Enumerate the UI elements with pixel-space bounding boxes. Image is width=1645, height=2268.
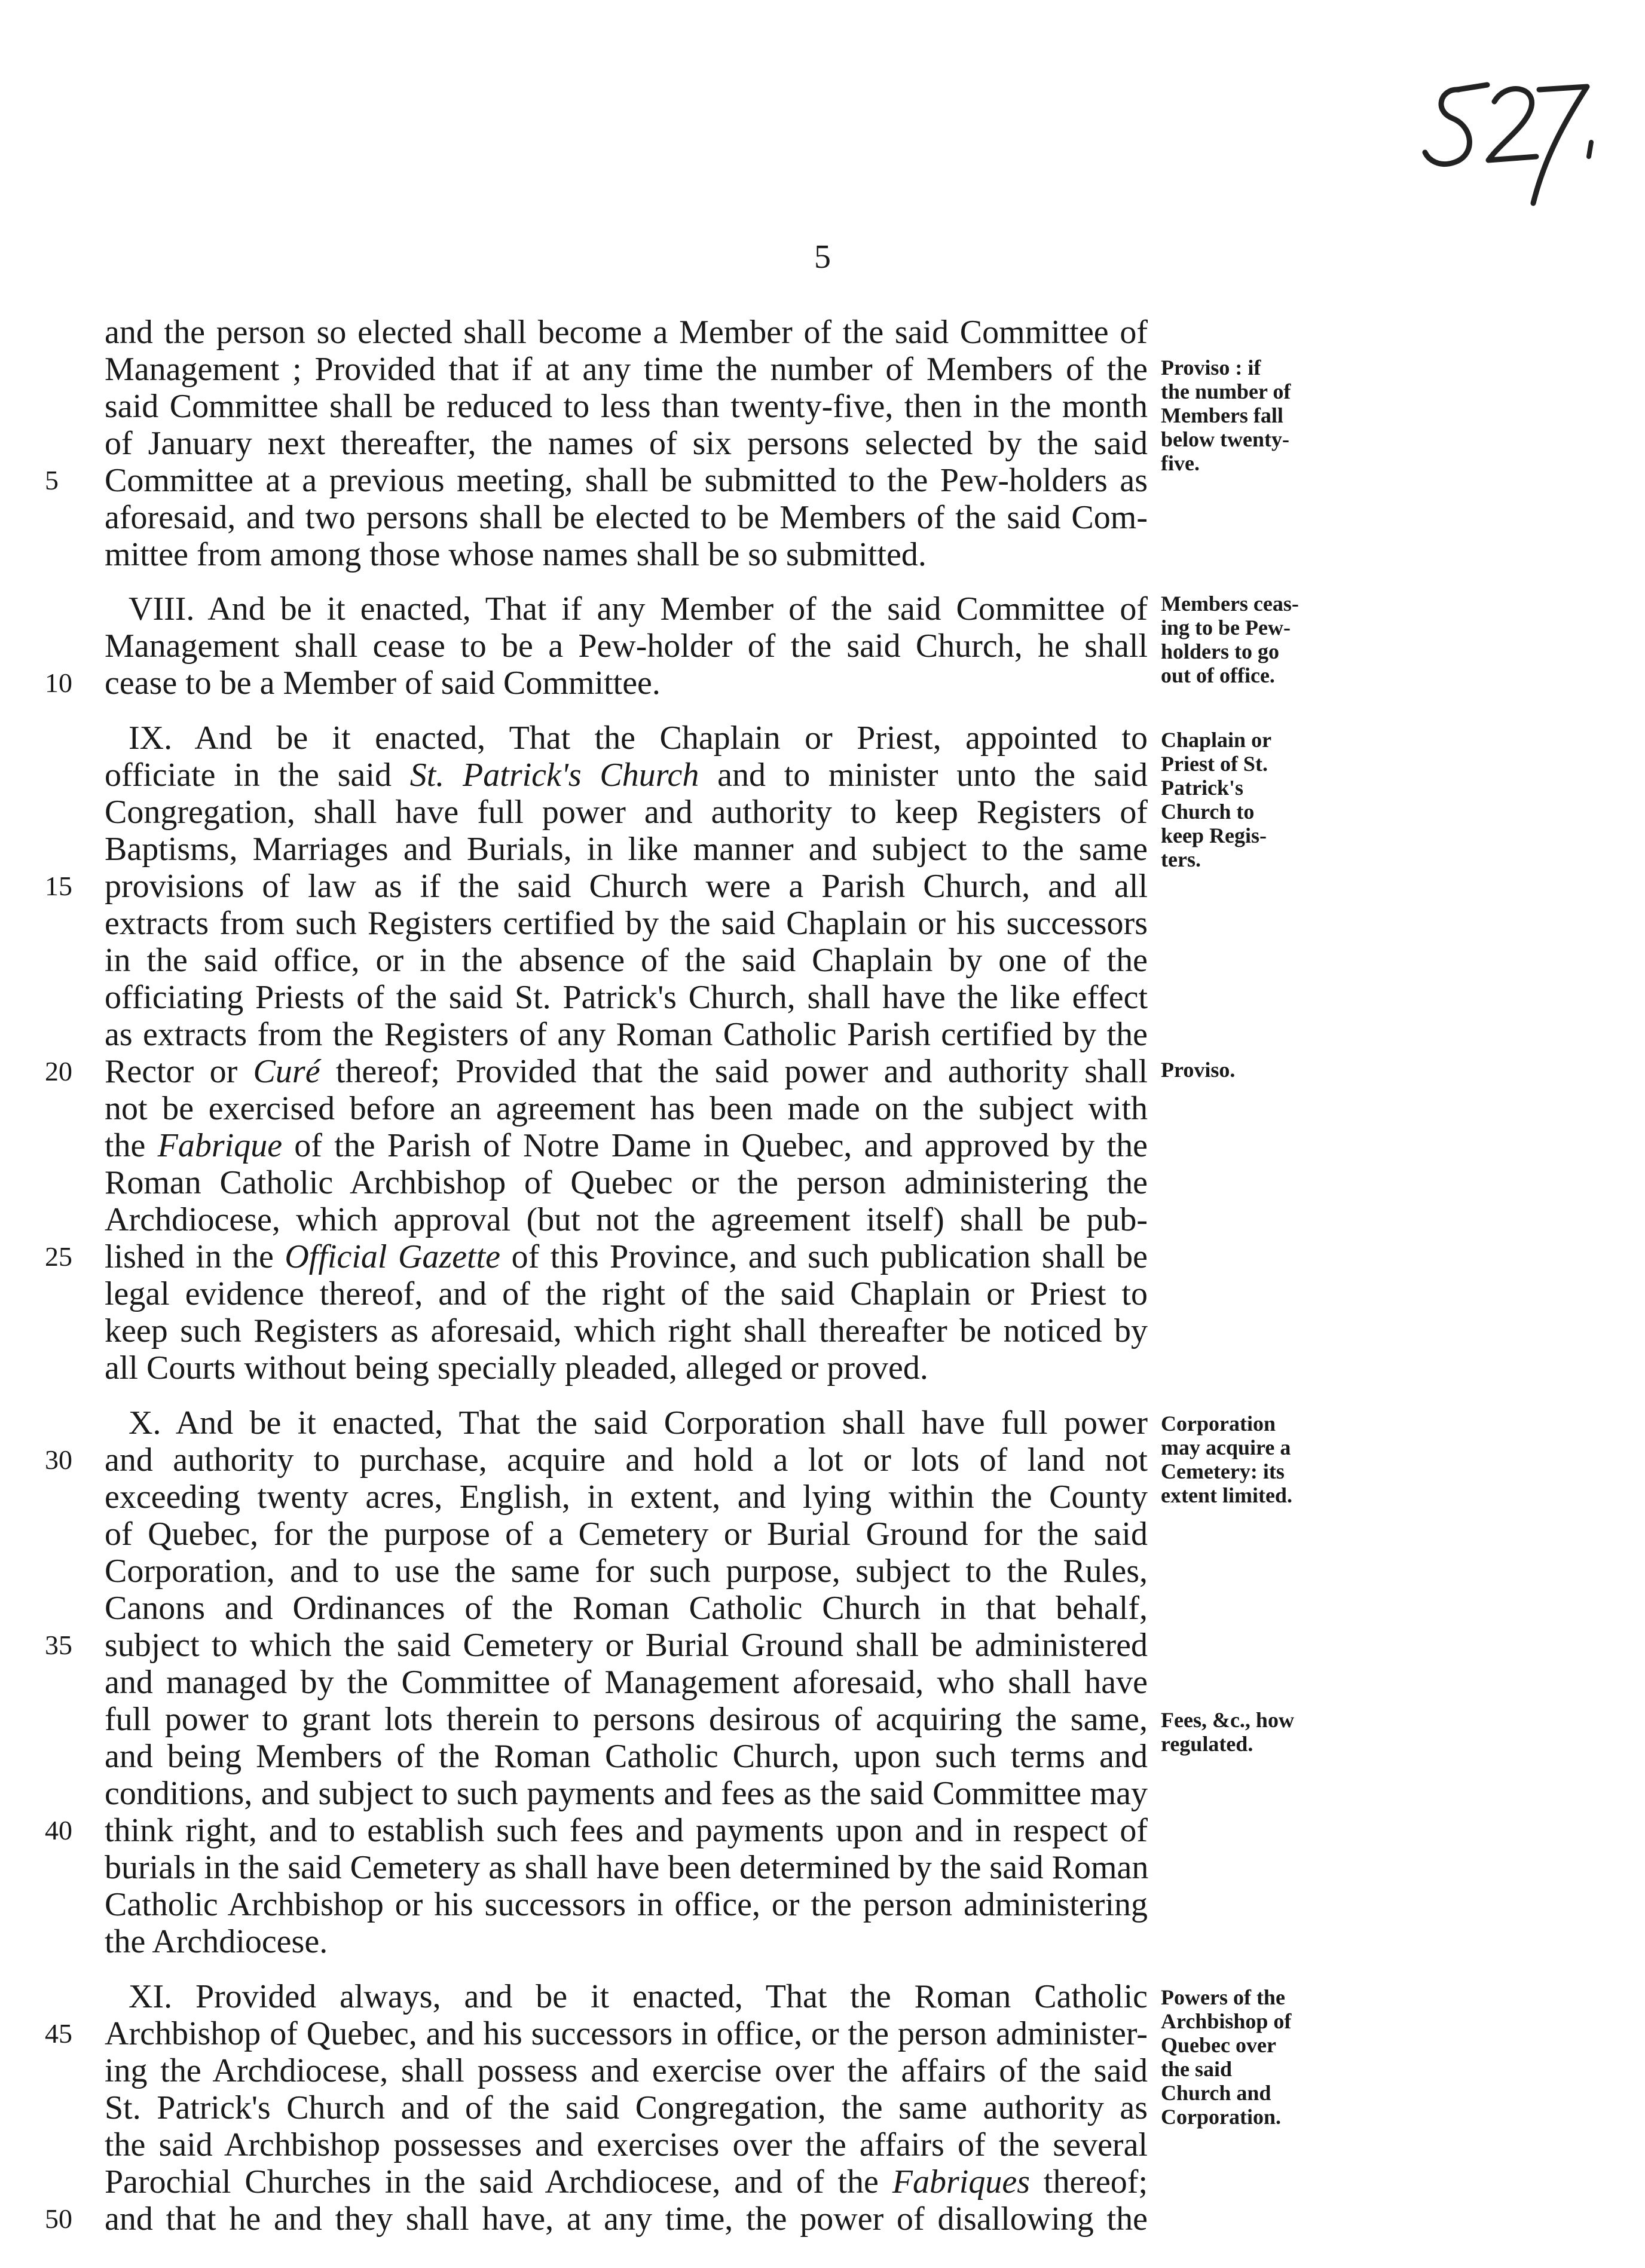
line-number: 40 [45, 1815, 72, 1845]
margin-note: Proviso. [1161, 1058, 1236, 1082]
text-line: subject to which the said Cemetery or Burial Ground shall be administered [105, 1627, 1148, 1664]
text-line: cease to be a Member of said Committee. [105, 665, 661, 702]
text-line: Rector or Curé thereof; Provided that the said power and authority shall [105, 1053, 1148, 1090]
text-line: lished in the Official Gazette of this Province, and such publication shall be [105, 1238, 1148, 1275]
text-line: provisions of law as if the said Church were a Parish Church, and all [105, 868, 1148, 905]
text-line: Committee at a previous meeting, shall be submitted to the Pew-holders as [105, 462, 1148, 499]
text-line: Management ; Provided that if at any time the number of Members of the [105, 351, 1148, 388]
text-line: Baptisms, Marriages and Burials, in like manner and subject to the same [105, 831, 1148, 868]
text-line: keep such Registers as aforesaid, which right shall thereafter be noticed by [105, 1312, 1148, 1349]
line-number: 20 [45, 1056, 72, 1086]
handwritten-folio-number [1417, 54, 1614, 209]
text-line: and authority to purchase, acquire and hold a lot or lots of land not [105, 1441, 1148, 1479]
line-number: 10 [45, 668, 72, 698]
text-line: of Quebec, for the purpose of a Cemetery or Burial Ground for the said [105, 1516, 1148, 1553]
text-line: XI. Provided always, and be it enacted, That the Roman Catholic [129, 1978, 1148, 2015]
line-number: 5 [45, 465, 59, 495]
margin-note: Powers of the Archbishop of Quebec over the said Church and Corporation. [1161, 1985, 1292, 2129]
text-line: St. Patrick's Church and of the said Congregation, the same authority as [105, 2089, 1148, 2126]
text-line: the Archdiocese. [105, 1923, 328, 1960]
text-line: Archbishop of Quebec, and his successors in office, or the person administer- [105, 2015, 1148, 2052]
text-line: Archdiocese, which approval (but not the agreement itself) shall be pub- [105, 1201, 1148, 1238]
text-line: exceeding twenty acres, English, in extent, and lying within the County [105, 1479, 1148, 1516]
text-line: and the person so elected shall become a Member of the said Committee of [105, 314, 1148, 351]
line-number: 25 [45, 1241, 72, 1272]
text-line: the Fabrique of the Parish of Notre Dame in Quebec, and approved by the [105, 1127, 1148, 1164]
text-line: all Courts without being specially pleaded, alleged or proved. [105, 1349, 928, 1386]
text-line: and that he and they shall have, at any time, the power of disallowing the [105, 2200, 1148, 2238]
line-number: 30 [45, 1444, 72, 1475]
text-line: in the said office, or in the absence of the said Chaplain by one of the [105, 942, 1148, 979]
text-line: extracts from such Registers certified by the said Chaplain or his successors [105, 905, 1148, 942]
text-line: legal evidence thereof, and of the right of the said Chaplain or Priest to [105, 1275, 1148, 1312]
text-line: X. And be it enacted, That the said Corporation shall have full power [129, 1404, 1148, 1441]
text-line: the said Archbishop possesses and exercises over the affairs of the several [105, 2126, 1148, 2163]
line-number: 45 [45, 2018, 72, 2049]
text-line: as extracts from the Registers of any Roman Catholic Parish certified by the [105, 1016, 1148, 1053]
text-line: burials in the said Cemetery as shall have been determined by the said Roman [105, 1849, 1149, 1886]
text-line: officiating Priests of the said St. Patrick's Church, shall have the like effect [105, 979, 1148, 1016]
text-line: and managed by the Committee of Management aforesaid, who shall have [105, 1664, 1148, 1701]
text-line: Management shall cease to be a Pew-holder of the said Church, he shall [105, 628, 1148, 665]
margin-note: Members ceas- ing to be Pew- holders to go out of office. [1161, 592, 1299, 687]
text-line: conditions, and subject to such payments and fees as the said Committee may [105, 1775, 1148, 1812]
text-line: aforesaid, and two persons shall be elected to be Members of the said Com- [105, 499, 1148, 536]
text-line: Roman Catholic Archbishop of Quebec or the person administering the [105, 1164, 1148, 1201]
text-line: not be exercised before an agreement has been made on the subject with [105, 1090, 1148, 1127]
text-line: Parochial Churches in the said Archdiocese, and of the Fabriques thereof; [105, 2163, 1148, 2200]
text-line: Catholic Archbishop or his successors in office, or the person administering [105, 1886, 1148, 1923]
text-line: Canons and Ordinances of the Roman Catholic Church in that behalf, [105, 1590, 1148, 1627]
text-line: and being Members of the Roman Catholic Church, upon such terms and [105, 1738, 1148, 1775]
page-number: 5 [814, 238, 831, 276]
text-line: VIII. And be it enacted, That if any Member of the said Committee of [129, 590, 1148, 628]
text-line: ing the Archdiocese, shall possess and exercise over the affairs of the said [105, 2052, 1148, 2089]
margin-note: Proviso : if the number of Members fall below twenty- five. [1161, 356, 1291, 475]
line-number: 35 [45, 1630, 72, 1660]
margin-note: Chaplain or Priest of St. Patrick's Church to keep Regis- ters. [1161, 728, 1272, 871]
text-line: full power to grant lots therein to persons desirous of acquiring the same, [105, 1701, 1148, 1738]
text-line: officiate in the said St. Patrick's Church and to minister unto the said [105, 757, 1148, 794]
text-line: Corporation, and to use the same for such purpose, subject to the Rules, [105, 1553, 1148, 1590]
text-line: said Committee shall be reduced to less than twenty-five, then in the month [105, 388, 1148, 425]
margin-note: Corporation may acquire a Cemetery: its extent limited. [1161, 1412, 1292, 1507]
text-line: Congregation, shall have full power and authority to keep Registers of [105, 794, 1148, 831]
line-number: 50 [45, 2203, 72, 2234]
line-number: 15 [45, 871, 72, 901]
text-line: IX. And be it enacted, That the Chaplain or Priest, appointed to [129, 720, 1148, 757]
text-line: of January next thereafter, the names of six persons selected by the said [105, 425, 1148, 462]
margin-note: Fees, &c., how regulated. [1161, 1708, 1294, 1756]
text-line: think right, and to establish such fees and payments upon and in respect of [105, 1812, 1148, 1849]
text-line: mittee from among those whose names shall be so submitted. [105, 536, 927, 573]
